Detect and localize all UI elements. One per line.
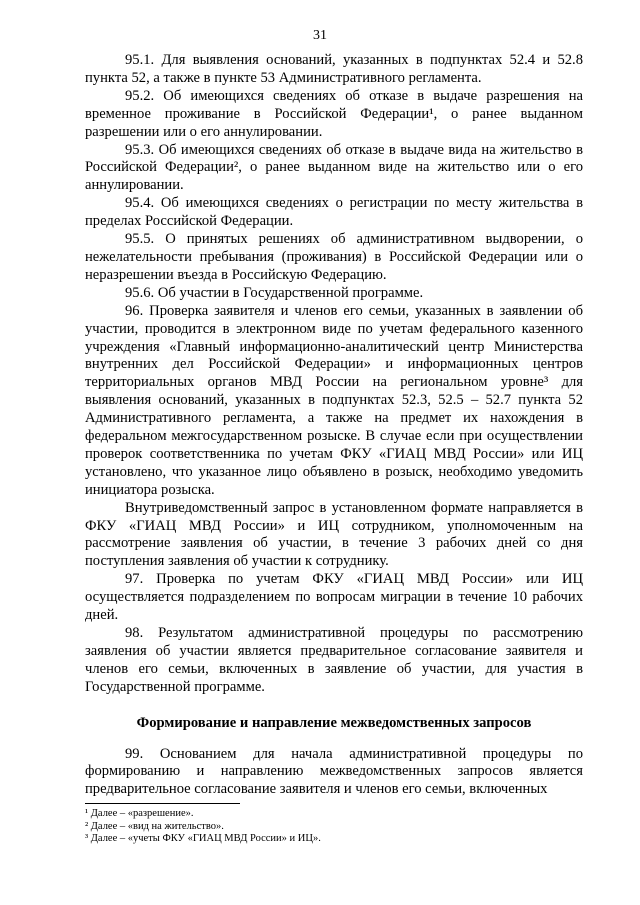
paragraph-97: 97. Проверка по учетам ФКУ «ГИАЦ МВД России» или ИЦ осуществляется подразделением по вопросам миграции в течение 10 рабочих дней. bbox=[85, 571, 583, 624]
footnote-divider bbox=[85, 803, 240, 804]
paragraph-95-2: 95.2. Об имеющихся сведениях об отказе в выдаче разрешения на временное проживание в Российской Федерации¹, о ранее выданном разрешении или о его аннулировании. bbox=[85, 87, 583, 140]
footnotes bbox=[85, 803, 583, 846]
paragraph-98: 98. Результатом административной процедуры по рассмотрению заявления об участии является предварительное согласование заявителя и членов его семьи, включенных в заявление об участии, для участия в Государственной программе. bbox=[85, 625, 583, 695]
document-body bbox=[85, 52, 583, 799]
paragraph-95-3: 95.3. Об имеющихся сведениях об отказе в выдаче вида на жительство в Российской Федерации², о ранее выданном виде на жительство или о его аннулировании. bbox=[85, 141, 583, 194]
paragraph-96: 96. Проверка заявителя и членов его семьи, указанных в заявлении об участии, проводится в электронном виде по учетам федерального казенного учреждения «Главный информационно-аналитический центр Министерства внутренних дел Российской Федерации» и информационных центров территориальных органов МВД России на региональном уровне³ для выявления оснований, указанных в подпунктах 52.3, 52.5 – 52.7 пункта 52 Административного регламента, а также на предмет их нахождения в федеральном межгосударственном розыске. В случае если при осуществлении проверок соответственника по учетам ФКУ «ГИАЦ МВД России» или ИЦ установлено, что указанное лицо объявлено в розыск, необходимо уведомить инициатора розыска. bbox=[85, 302, 583, 498]
footnote-1: ¹ Далее – «разрешение». bbox=[85, 808, 194, 819]
paragraph-95-4: 95.4. Об имеющихся сведениях о регистрации по месту жительства в пределах Российской Федерации. bbox=[85, 195, 583, 230]
paragraph-95-5: 95.5. О принятых решениях об административном выдворении, о нежелательности пребывания (проживания) в Российской Федерации или о неразрешении въезда в Российскую Федерацию. bbox=[85, 231, 583, 283]
paragraph-99: 99. Основанием для начала административной процедуры по формированию и направлению межведомственных запросов является предварительное согласование заявителя и членов его семьи, включенных bbox=[85, 745, 583, 798]
page-number: 31 bbox=[313, 28, 327, 43]
paragraph-95-1: 95.1. Для выявления оснований, указанных в подпунктах 52.4 и 52.8 пункта 52, а также в пункте 53 Административного регламента. bbox=[85, 52, 583, 86]
paragraph-95-6: 95.6. Об участии в Государственной программе. bbox=[125, 284, 424, 301]
section-heading: Формирование и направление межведомственных запросов bbox=[136, 714, 532, 731]
footnote-3: ³ Далее – «учеты ФКУ «ГИАЦ МВД России» и ИЦ». bbox=[85, 833, 321, 844]
footnote-2: ² Далее – «вид на жительство». bbox=[85, 820, 224, 832]
paragraph-96-request: Внутриведомственный запрос в установленном формате направляется в ФКУ «ГИАЦ МВД России» и ИЦ сотрудником, уполномоченным на рассмотрение заявления об участии, в течение 3 рабочих дней со дня поступления заявления об участии к сотруднику. bbox=[85, 499, 583, 570]
